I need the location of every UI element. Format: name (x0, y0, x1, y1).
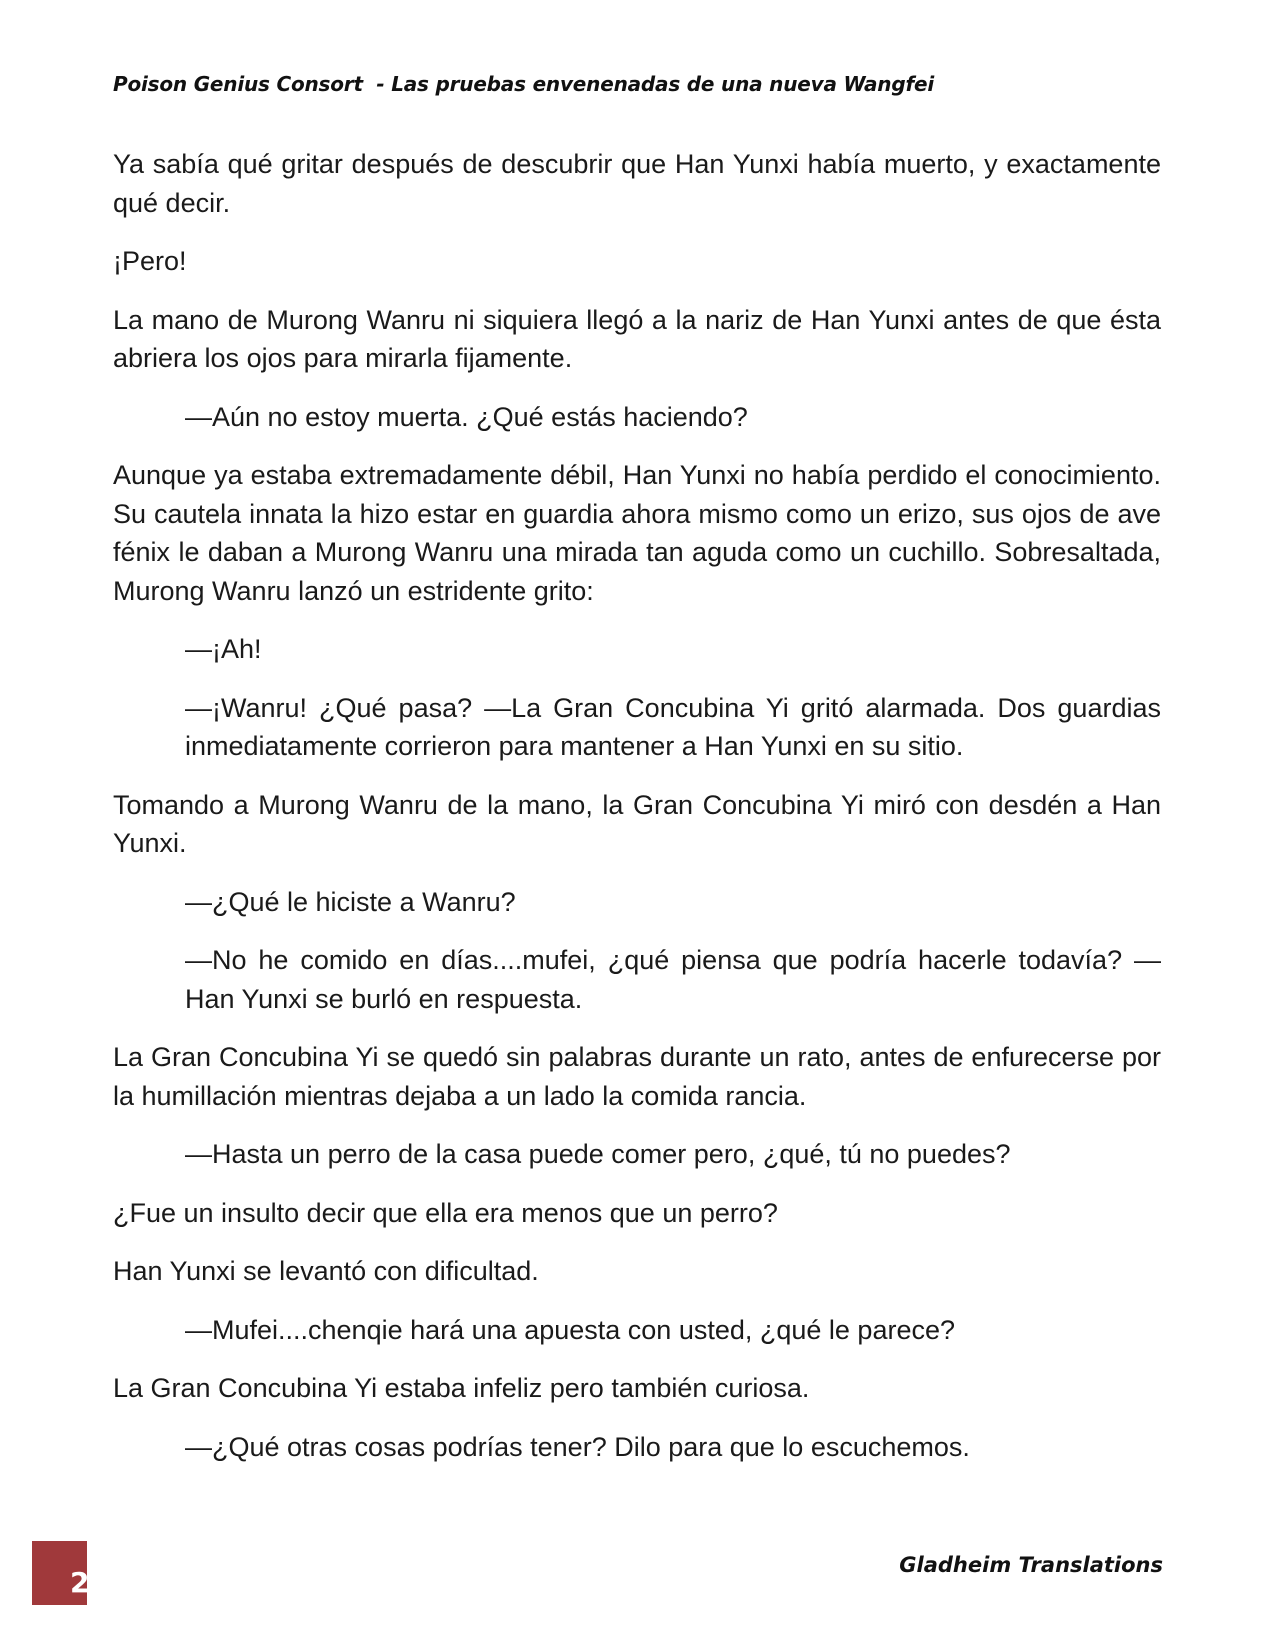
paragraph: Tomando a Murong Wanru de la mano, la Gran Concubina Yi miró con desdén a Han Yunxi. (113, 789, 1161, 858)
page-number: 2 (70, 1566, 90, 1599)
dialogue-line: —No he comido en días....mufei, ¿qué piensa que podría hacerle todavía? —Han Yunxi se burló en respuesta. (185, 945, 1161, 1014)
paragraph: Han Yunxi se levantó con dificultad. (113, 1256, 539, 1286)
page-header-title: Poison Genius Consort - Las pruebas envenenadas de una nueva Wangfei (113, 72, 934, 96)
paragraph: ¡Pero! (113, 246, 187, 276)
paragraph: Aunque ya estaba extremadamente débil, Han Yunxi no había perdido el conocimiento. Su cautela innata la hizo estar en guardia ahora mismo como un erizo, sus ojos de ave fénix le daban a Murong Wanru una mirada tan aguda como un cuchillo. Sobresaltada, Murong Wanru lanzó un estridente grito: (113, 460, 1161, 606)
footer-credit: Gladheim Translations (899, 1553, 1163, 1577)
page-number-underline (32, 1602, 87, 1605)
paragraph: La Gran Concubina Yi se quedó sin palabras durante un rato, antes de enfurecerse por la humillación mientras dejaba a un lado la comida rancia. (113, 1042, 1161, 1111)
paragraph: ¿Fue un insulto decir que ella era menos que un perro? (113, 1197, 778, 1228)
dialogue-line: —¡Wanru! ¿Qué pasa? —La Gran Concubina Yi gritó alarmada. Dos guardias inmediatamente corrieron para mantener a Han Yunxi en su sitio. (185, 692, 1161, 761)
body-text (113, 145, 1161, 1486)
dialogue-line: —Mufei....chenqie hará una apuesta con usted, ¿qué le parece? (185, 1314, 956, 1345)
dialogue-line: —¿Qué otras cosas podrías tener? Dilo para que lo escuchemos. (185, 1431, 970, 1462)
dialogue-line: —Hasta un perro de la casa puede comer pero, ¿qué, tú no puedes? (185, 1139, 1011, 1169)
dialogue-line: —Aún no estoy muerta. ¿Qué estás haciendo? (185, 401, 748, 432)
paragraph: La mano de Murong Wanru ni siquiera llegó a la nariz de Han Yunxi antes de que ésta abriera los ojos para mirarla fijamente. (113, 304, 1161, 373)
dialogue-line: —¿Qué le hiciste a Wanru? (185, 886, 516, 917)
paragraph: Ya sabía qué gritar después de descubrir que Han Yunxi había muerto, y exactamente qué decir. (113, 149, 1161, 218)
paragraph: La Gran Concubina Yi estaba infeliz pero también curiosa. (113, 1373, 810, 1403)
dialogue-line: —¡Ah! (185, 634, 262, 664)
